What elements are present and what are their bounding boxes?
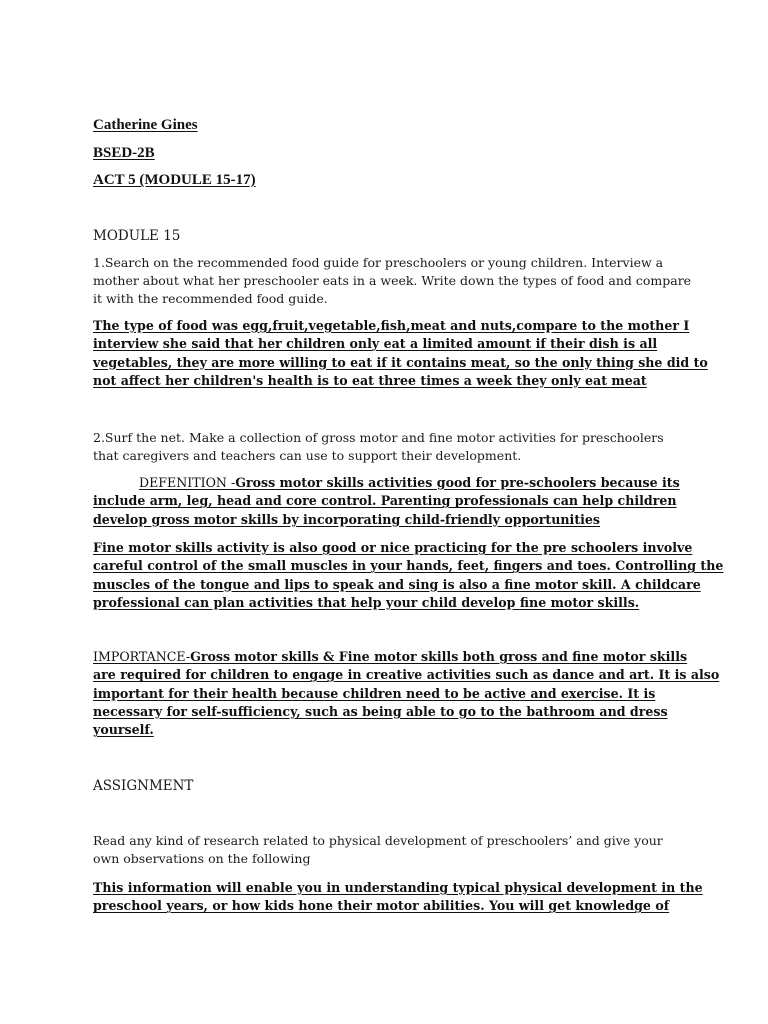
definition-paragraph	[93, 474, 680, 529]
fine-motor-line: careful control of the small muscles in your hands, feet, fingers and toes. Controlling the	[93, 558, 724, 574]
importance-paragraph	[93, 648, 719, 739]
importance-line: necessary for self-sufficiency, such as being able to go to the bathroom and dress	[93, 703, 668, 719]
assignment-prompt	[93, 832, 663, 868]
answer-1-line: vegetables, they are more willing to eat if it contains meat, so the only thing she did to	[93, 354, 708, 370]
definition-label: DEFENITION -	[139, 475, 236, 490]
fine-motor-line: Fine motor skills activity is also good or nice practicing for the pre schoolers involve	[93, 540, 693, 555]
importance-line: Gross motor skills & Fine motor skills both gross and fine motor skills	[190, 649, 688, 664]
question-1-line: mother about what her preschooler eats in a week. Write down the types of food and compare	[93, 273, 692, 288]
importance-line: are required for children to engage in creative activities such as dance and art. It is also	[93, 667, 720, 683]
importance-label: IMPORTANCE-	[93, 649, 191, 664]
question-1-line: 1.Search on the recommended food guide for preschoolers or young children. Interview a	[93, 255, 664, 270]
question-2-line: 2.Surf the net. Make a collection of gross motor and fine motor activities for preschoolers	[93, 430, 664, 445]
module-title: MODULE 15	[93, 228, 181, 244]
fine-motor-line: professional can plan activities that help your child develop fine motor skills.	[93, 594, 640, 610]
question-2-line: that caregivers and teachers can use to support their development.	[93, 448, 522, 463]
student-name: Catherine Gines	[93, 117, 198, 133]
assignment-title: ASSIGNMENT	[93, 778, 194, 794]
assignment-prompt-line: Read any kind of research related to physical development of preschoolers’ and give your	[93, 833, 663, 848]
fine-motor-line: muscles of the tongue and lips to speak and sing is also a fine motor skill. A childcare	[93, 576, 701, 592]
definition-first-line	[93, 474, 680, 492]
assignment-answer-line: preschool years, or how kids hone their motor abilities. You will get knowledge of	[93, 898, 670, 914]
answer-1-line: The type of food was egg,fruit,vegetable,fish,meat and nuts,compare to the mother I	[93, 318, 690, 333]
definition-line: Gross motor skills activities good for pre-schoolers because its	[235, 475, 680, 490]
answer-1-line: interview she said that her children only eat a limited amount if their dish is all	[93, 336, 658, 352]
activity-title: ACT 5 (MODULE 15-17)	[93, 172, 256, 188]
assignment-answer	[93, 879, 703, 916]
question-1-prompt	[93, 254, 691, 308]
importance-line: important for their health because children need to be active and exercise. It is	[93, 685, 656, 701]
fine-motor-paragraph	[93, 539, 723, 612]
answer-1-line: not affect her children's health is to eat three times a week they only eat meat	[93, 372, 647, 388]
assignment-prompt-line: own observations on the following	[93, 851, 311, 866]
definition-line: develop gross motor skills by incorporating child-friendly opportunities	[93, 511, 601, 527]
definition-line: include arm, leg, head and core control. Parenting professionals can help children	[93, 493, 677, 509]
student-section: BSED-2B	[93, 145, 155, 161]
question-2-prompt	[93, 429, 664, 465]
question-1-answer	[93, 317, 708, 390]
question-1-line: it with the recommended food guide.	[93, 291, 328, 306]
assignment-answer-line: This information will enable you in understanding typical physical development in the	[93, 880, 703, 895]
importance-first-line	[93, 648, 719, 666]
importance-line: yourself.	[93, 722, 154, 738]
